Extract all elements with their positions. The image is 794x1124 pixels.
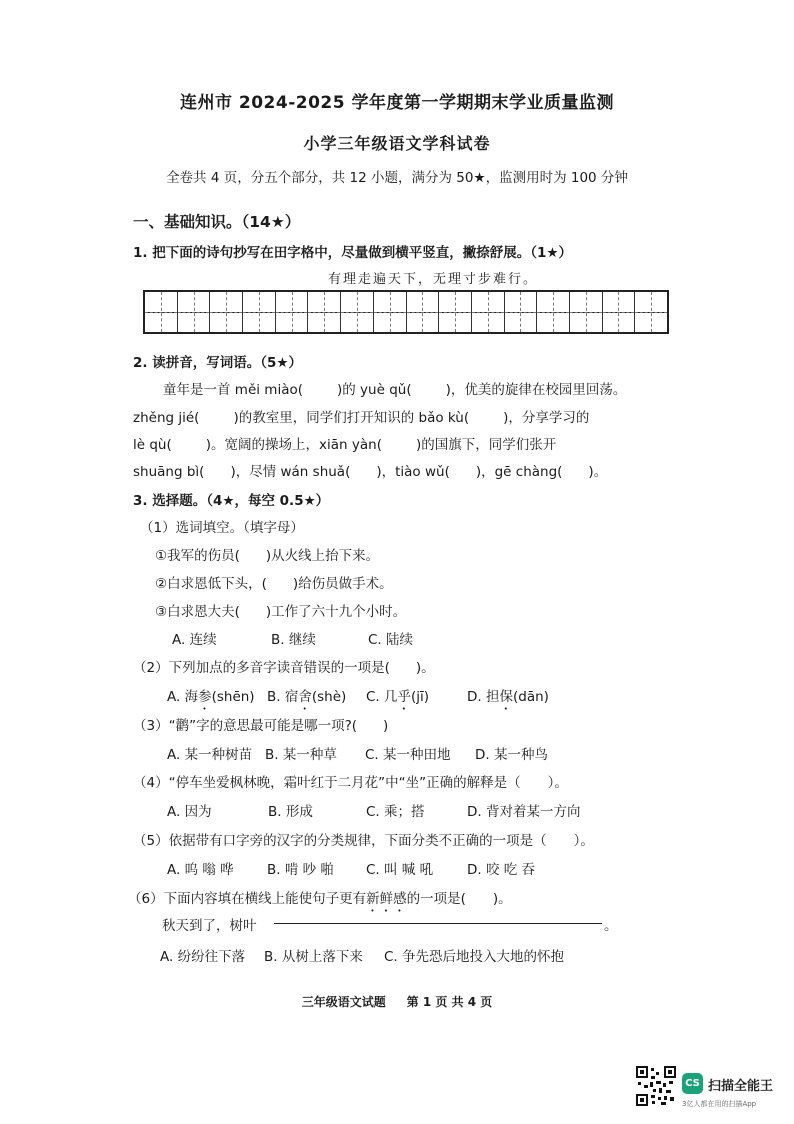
tianzige-cell[interactable] xyxy=(603,292,636,332)
exam-intro: 全卷共 4 页，分五个部分，共 12 小题，满分为 50★，监测用时为 100 分钟 xyxy=(166,170,628,186)
q3-4-option-a: A. 因为 xyxy=(167,804,212,820)
tianzige-cell[interactable] xyxy=(276,292,309,332)
q3-3-option-d: D. 某一种鸟 xyxy=(475,747,548,763)
q3-1-option-c: C. 陆续 xyxy=(368,632,414,648)
q3-2-option-c: C. 几乎(jī) xyxy=(366,689,430,705)
q3-6-prompt: （6）下面内容填在横线上能使句子更有新鲜感的一项是( )。 xyxy=(128,891,512,907)
page-footer: 三年级语文试题 第 1 页 共 4 页 xyxy=(301,995,493,1009)
q3-1-item2: ②白求恩低下头，( )给伤员做手术。 xyxy=(155,576,393,592)
q3-1-prompt: （1）选词填空。（填字母） xyxy=(140,520,304,536)
tianzige-cell[interactable] xyxy=(341,292,374,332)
q2-line4: shuāng bì( )，尽情 wán shuǎ( )，tiào wǔ( )，gē chàng( )。 xyxy=(133,464,608,480)
q3-2-option-b: B. 宿舍(shè) xyxy=(267,689,347,705)
camscanner-logo: CS xyxy=(682,1073,703,1094)
exam-title-line2: 小学三年级语文学科试卷 xyxy=(303,134,491,153)
q3-6-stem: 秋天到了，树叶 xyxy=(162,918,257,934)
qr-code-icon xyxy=(636,1066,676,1106)
tianzige-cell[interactable] xyxy=(308,292,341,332)
section1-heading: 一、基础知识。（14★） xyxy=(133,213,301,231)
q2-line3: lè qù( )。宽阔的操场上，xiān yàn( )的国旗下，同学们张开 xyxy=(133,437,557,453)
q3-4-option-d: D. 背对着某一方向 xyxy=(467,804,581,820)
camscanner-brand: 扫描全能王 xyxy=(708,1079,774,1094)
tianzige-cell[interactable] xyxy=(439,292,472,332)
q3-1-item3: ③白求恩大夫( )工作了六十九个小时。 xyxy=(155,604,407,620)
q3-3-option-b: B. 某一种草 xyxy=(265,747,337,763)
q1-poem: 有理走遍天下，无理寸步难行。 xyxy=(328,272,539,287)
tianzige-cell[interactable] xyxy=(178,292,211,332)
q3-3-option-a: A. 某一种树苗 xyxy=(167,747,253,763)
q3-6-option-a: A. 纷纷往下落 xyxy=(160,949,246,965)
q3-1-option-b: B. 继续 xyxy=(271,632,316,648)
q3-6-answer-line[interactable] xyxy=(274,923,602,924)
q3-2-prompt: （2）下列加点的多音字读音错误的一项是( )。 xyxy=(133,660,435,676)
q3-5-option-b: B. 啃 吵 啪 xyxy=(267,862,334,878)
q3-1-option-a: A. 连续 xyxy=(172,632,217,648)
tianzige-cell[interactable] xyxy=(407,292,440,332)
tianzige-cell[interactable] xyxy=(537,292,570,332)
q3-4-option-b: B. 形成 xyxy=(268,804,313,820)
tianzige-cell[interactable] xyxy=(243,292,276,332)
q3-2-option-d: D. 担保(dān) xyxy=(467,689,549,705)
tianzige-cell[interactable] xyxy=(145,292,178,332)
q3-6-option-c: C. 争先恐后地投入大地的怀抱 xyxy=(384,949,565,965)
tianzige-cell[interactable] xyxy=(210,292,243,332)
q2-line2: zhěng jié( )的教室里，同学们打开知识的 bǎo kù( )，分享学习的 xyxy=(133,410,590,426)
q3-5-prompt: （5）依据带有口字旁的汉字的分类规律，下面分类不正确的一项是（ ）。 xyxy=(133,833,594,849)
camscanner-tagline: 3亿人都在用的扫描App xyxy=(682,1100,757,1108)
tianzige-cell[interactable] xyxy=(374,292,407,332)
q3-prompt: 3. 选择题。（4★，每空 0.5★） xyxy=(133,493,330,509)
tianzige-cell[interactable] xyxy=(505,292,538,332)
tianzige-grid[interactable] xyxy=(143,290,669,334)
q1-prompt: 1. 把下面的诗句抄写在田字格中，尽量做到横平竖直，撇捺舒展。（1★） xyxy=(133,245,572,261)
q3-2-option-a: A. 海参(shēn) xyxy=(167,689,255,705)
q3-4-option-c: C. 乘；搭 xyxy=(366,804,425,820)
tianzige-cell[interactable] xyxy=(635,292,667,332)
q3-1-item1: ①我军的伤员( )从火线上抬下来。 xyxy=(155,548,380,564)
q3-6-option-b: B. 从树上落下来 xyxy=(264,949,363,965)
q2-line1: 童年是一首 měi miào( )的 yuè qǔ( )，优美的旋律在校园里回荡。 xyxy=(163,382,627,398)
q3-4-prompt: （4）“停车坐爱枫林晚，霜叶红于二月花”中“坐”正确的解释是（ ）。 xyxy=(133,775,568,791)
q3-6-stem-end: 。 xyxy=(604,918,618,934)
q2-prompt: 2. 读拼音，写词语。（5★） xyxy=(133,355,302,371)
q3-5-option-a: A. 呜 嗡 哗 xyxy=(167,862,234,878)
exam-title-line1: 连州市 2024-2025 学年度第一学期期末学业质量监测 xyxy=(179,93,615,113)
q3-5-option-d: D. 咬 吃 吞 xyxy=(467,862,536,878)
q3-3-option-c: C. 某一种田地 xyxy=(365,747,451,763)
tianzige-cell[interactable] xyxy=(472,292,505,332)
tianzige-cell[interactable] xyxy=(570,292,603,332)
q3-5-option-c: C. 叫 喊 吼 xyxy=(366,862,434,878)
q3-3-prompt: （3）“鹳”字的意思最可能是哪一项?( ) xyxy=(133,718,389,734)
